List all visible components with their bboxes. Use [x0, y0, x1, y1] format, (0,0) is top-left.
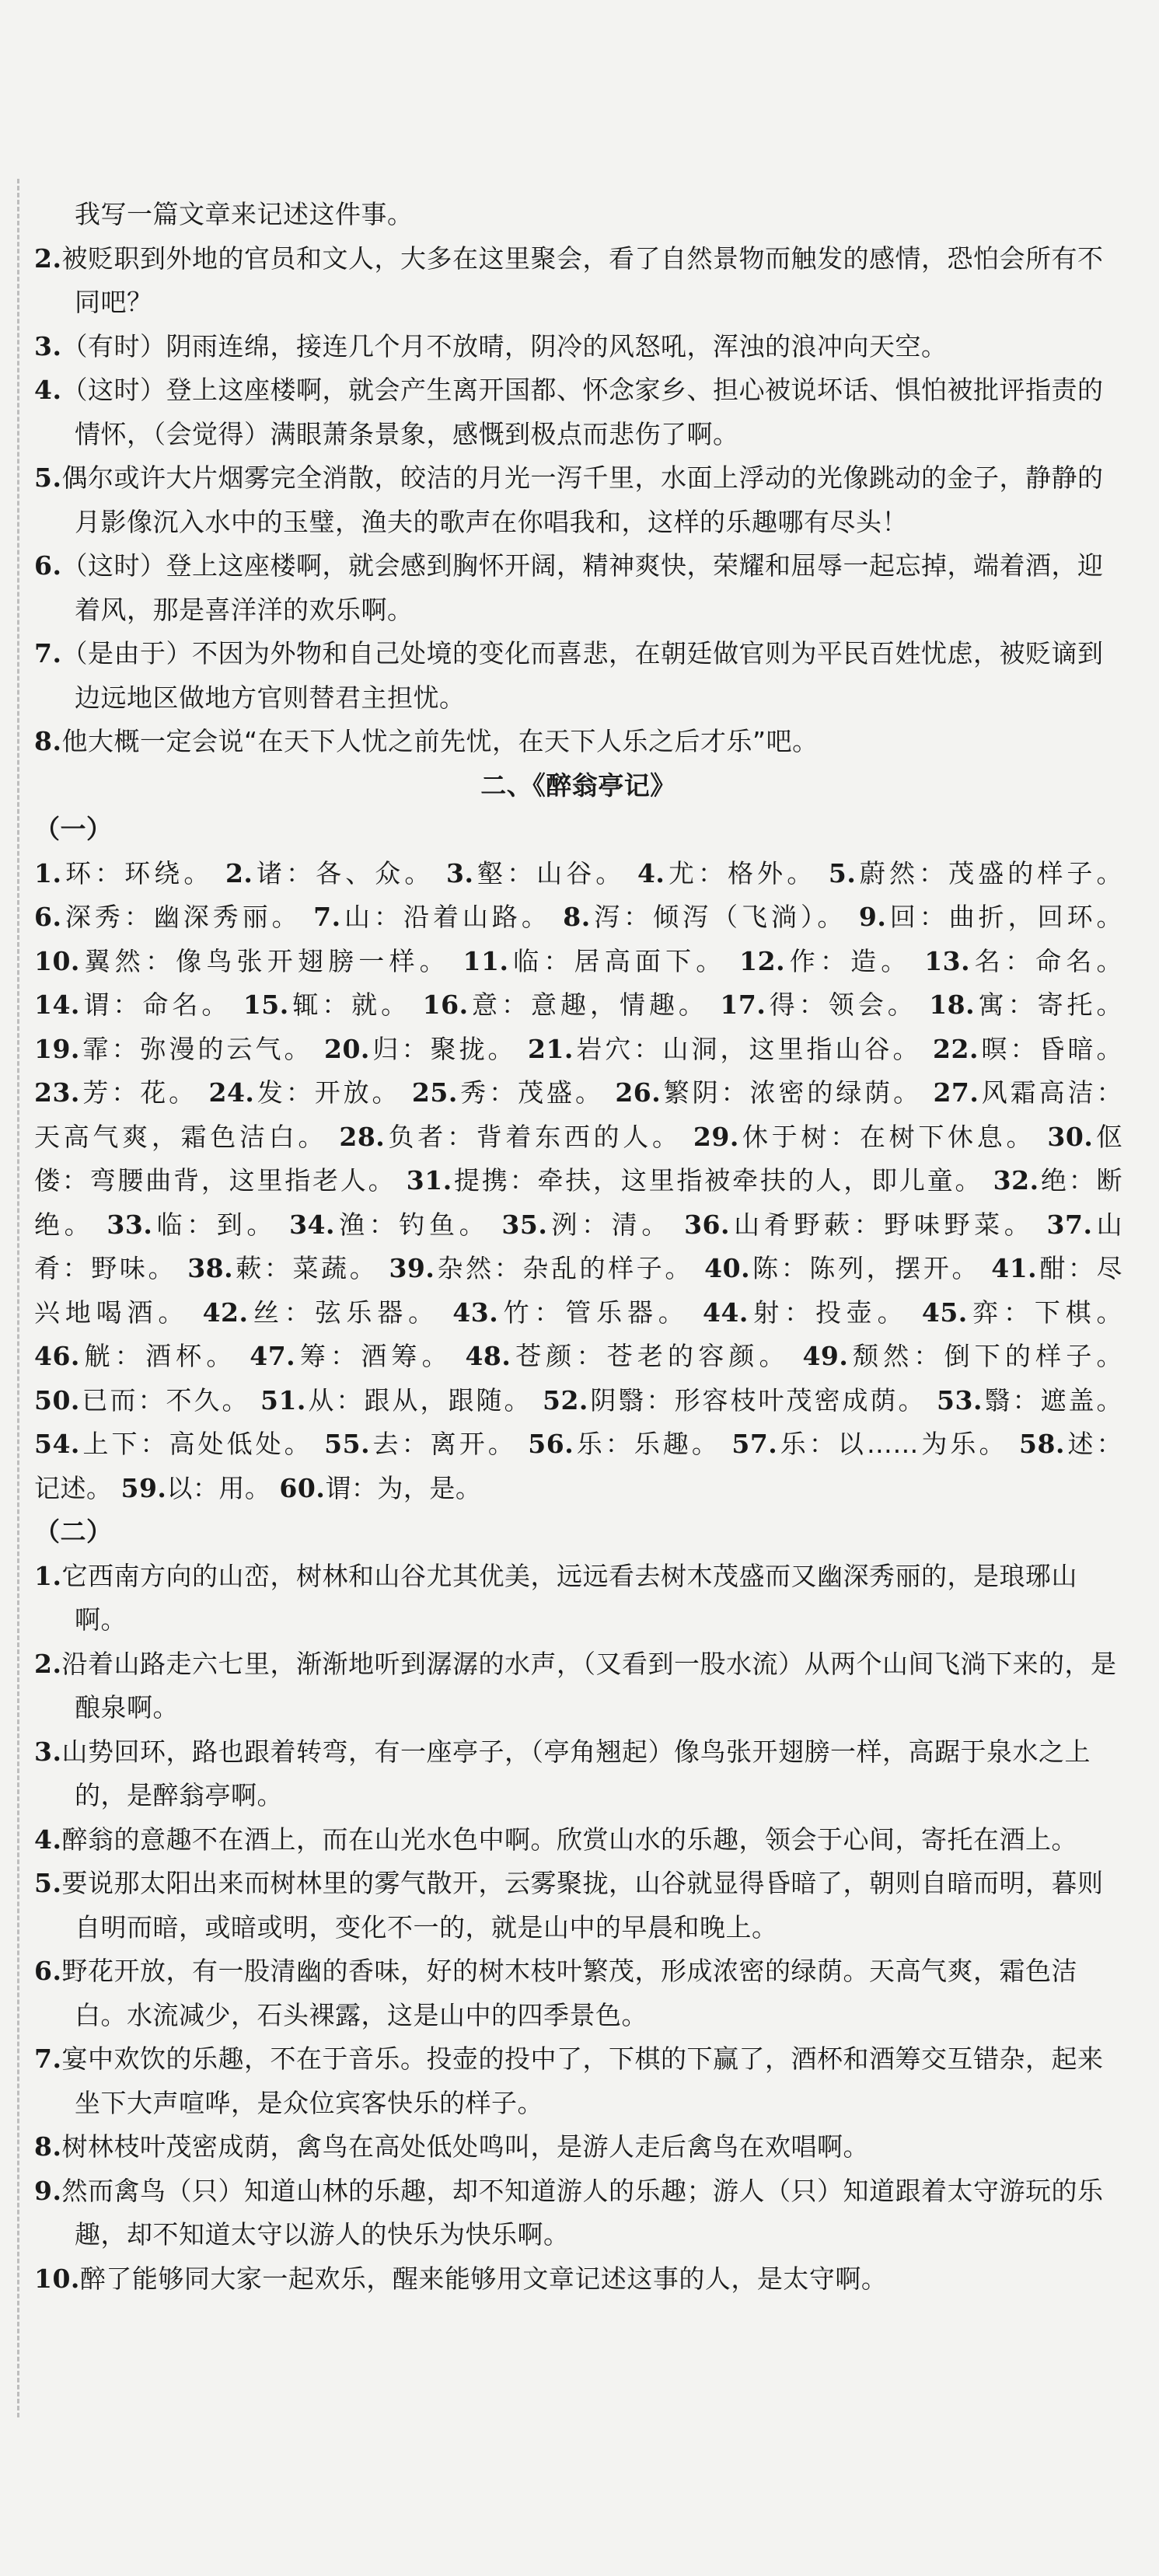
vocab-number: 6. [34, 902, 62, 932]
vocab-entry [563, 902, 847, 932]
vocab-text: 颓然：倒下的样子。 [848, 1341, 1123, 1371]
vocab-entry [34, 1297, 189, 1328]
vocab-entry [208, 1077, 400, 1108]
item-number: 4. [34, 1824, 62, 1855]
vocab-line [34, 1028, 1122, 1072]
item-text: （这时）登上这座楼啊，就会产生离开国都、怀念家乡、担心被说坏话、惧怕被批评指责的情怀，（会觉得）满眼萧条景象，感慨到极点而悲伤了啊。 [61, 375, 1104, 449]
vocab-text: 提携：牵扶，这里指被牵扶的人，即儿童。 [452, 1165, 983, 1196]
vocab-number: 19. [34, 1033, 80, 1064]
vocab-text: 从：跟从，跟随。 [305, 1384, 532, 1415]
translation-item [34, 1642, 1122, 1730]
translation-item [34, 1818, 1122, 1862]
vocab-entry [34, 1429, 313, 1459]
item-number: 7. [34, 2044, 62, 2074]
translation-item [34, 2169, 1122, 2257]
vocab-number: 33. [106, 1209, 153, 1240]
vocab-entry [1047, 1209, 1123, 1240]
item-number: 8. [34, 726, 62, 756]
vocab-text: 山肴野蔌：野味野菜。 [730, 1209, 1035, 1240]
vocab-text: 偻：弯腰曲背，这里指老人。 [34, 1165, 396, 1196]
vocab-text: 去：离开。 [370, 1429, 517, 1459]
vocab-entry [528, 1034, 922, 1064]
vocab-entry [34, 1341, 237, 1371]
vocab-number: 44. [703, 1297, 749, 1328]
vocab-number: 40. [704, 1253, 751, 1283]
vocab-number: 4. [637, 857, 665, 888]
vocab-entry [446, 858, 625, 888]
answer-item [34, 456, 1122, 544]
vocab-entry [423, 990, 708, 1020]
vocab-text: 风霜高洁： [979, 1077, 1123, 1108]
intro-line: 我写一篇文章来记述这件事。 [75, 199, 414, 229]
vocab-number: 16. [422, 990, 469, 1020]
vocab-text: 丝：弦乐器。 [248, 1297, 439, 1328]
answer-item [34, 544, 1122, 632]
item-text: 偶尔或许大片烟雾完全消散，皎洁的月光一泻千里，水面上浮动的光像跳动的金子，静静的月影像沉入水中的玉璧，渔夫的歌声在你唱我和，这样的乐趣哪有尽头！ [61, 462, 1104, 537]
vocab-entry [615, 1077, 922, 1108]
vocab-entry [260, 1385, 532, 1415]
vocab-text: 射：投壶。 [748, 1297, 909, 1328]
item-text: 野花开放，有一股清幽的香味，好的树木枝叶繁茂，形成浓密的绿荫。天高气爽，霜色洁白。水流减少，石头裸露，这是山中的四季景色。 [61, 1956, 1077, 2030]
vocab-line [34, 940, 1122, 984]
vocab-entry [279, 1473, 481, 1503]
vocab-number: 12. [739, 945, 786, 976]
vocab-text: 诸：各、众。 [253, 857, 435, 888]
item-text: 山势回环，路也跟着转弯，有一座亭子，（亭角翘起）像鸟张开翅膀一样，高踞于泉水之上的，是醉翁亭啊。 [61, 1736, 1091, 1810]
vocab-number: 47. [250, 1341, 296, 1371]
vocab-number: 50. [34, 1384, 80, 1415]
vocab-entry [34, 1253, 176, 1283]
item-text: 它西南方向的山峦，树林和山谷尤其优美，远远看去树木茂盛而又幽深秀丽的，是琅琊山啊。 [61, 1560, 1077, 1635]
vocab-text: 翼然：像鸟张开翅膀一样。 [79, 945, 450, 976]
vocab-text: 筹：酒筹。 [295, 1341, 452, 1371]
vocab-number: 42. [202, 1297, 249, 1328]
vocab-number: 14. [34, 990, 80, 1020]
vocab-entry [34, 1165, 396, 1196]
vocab-entry [1019, 1429, 1122, 1459]
vocab-text: 蔚然：茂盛的样子。 [856, 857, 1122, 888]
answer-item [34, 720, 1122, 764]
vocab-entry [993, 1165, 1122, 1196]
vocab-text: 谓：命名。 [79, 990, 232, 1020]
vocab-entry [693, 1122, 1035, 1152]
vocab-line [34, 1335, 1122, 1379]
vocab-number: 5. [828, 857, 857, 888]
item-number: 5. [34, 1868, 62, 1898]
vocab-number: 2. [225, 857, 253, 888]
item-number: 2. [34, 1648, 62, 1679]
vocab-number: 24. [208, 1077, 255, 1108]
vocab-number: 27. [933, 1077, 979, 1108]
vocab-entry [34, 902, 302, 932]
part1-answers [34, 237, 1122, 764]
vocab-text: 上下：高处低处。 [79, 1429, 313, 1459]
vocab-entry [463, 946, 727, 976]
vocab-number: 49. [802, 1341, 849, 1371]
vocab-number: 51. [260, 1384, 306, 1415]
vocab-number: 25. [411, 1077, 458, 1108]
vocab-entry [339, 1122, 681, 1152]
item-text: （这时）登上这座楼啊，就会感到胸怀开阔，精神爽快，荣耀和屈辱一起忘掉，端着酒，迎着风，那是喜洋洋的欢乐啊。 [61, 550, 1104, 625]
item-number: 2. [34, 243, 62, 274]
vocab-text: 暝：昏暗。 [978, 1033, 1122, 1064]
answer-content [34, 193, 1122, 2301]
vocab-number: 36. [684, 1209, 730, 1240]
vocab-text: 临：到。 [152, 1209, 277, 1240]
vocab-line [34, 1291, 1122, 1335]
vocab-entry [313, 902, 551, 932]
vocab-answers [34, 852, 1122, 1511]
vocab-text: 乐：以……为乐。 [777, 1429, 1008, 1459]
vocab-line [34, 1159, 1122, 1203]
vocab-text: 弈：下棋。 [967, 1297, 1123, 1328]
vocab-text: 壑：山谷。 [473, 857, 626, 888]
vocab-number: 55. [324, 1429, 371, 1459]
vocab-text: 寓：寄托。 [975, 990, 1123, 1020]
vocab-entry [34, 1385, 250, 1415]
vocab-number: 31. [406, 1165, 452, 1196]
vocab-text: 环：环绕。 [61, 857, 214, 888]
vocab-entry [829, 858, 1122, 888]
vocab-text: 竹：管乐器。 [498, 1297, 689, 1328]
vocab-number: 29. [693, 1121, 739, 1152]
vocab-number: 15. [243, 990, 289, 1020]
vocab-number: 54. [34, 1429, 80, 1459]
binding-dashed-rule [17, 179, 19, 2417]
vocab-entry [739, 946, 911, 976]
translation-item [34, 2125, 1122, 2169]
vocab-line [34, 1071, 1122, 1115]
vocab-number: 53. [937, 1384, 983, 1415]
item-text: 醉了能够同大家一起欢乐，醒来能够用文章记述这事的人，是太守啊。 [79, 2263, 888, 2294]
vocab-text: 意：意趣，情趣。 [468, 990, 708, 1020]
vocab-entry [637, 858, 816, 888]
item-number: 7. [34, 638, 62, 668]
section-title: 二、《醉翁亭记》 [480, 770, 676, 801]
vocab-text: 谓：为，是。 [325, 1472, 482, 1503]
vocab-entry [1047, 1122, 1122, 1152]
vocab-text: 伛 [1093, 1121, 1123, 1152]
item-number: 3. [34, 1736, 62, 1767]
vocab-entry [34, 1077, 197, 1108]
vocab-number: 56. [528, 1429, 574, 1459]
vocab-entry [225, 858, 434, 888]
vocab-number: 26. [615, 1077, 662, 1108]
item-number: 3. [34, 330, 62, 361]
vocab-number: 41. [991, 1253, 1038, 1283]
vocab-text: 记述。 [34, 1472, 113, 1503]
translation-item [34, 1730, 1122, 1818]
vocab-number: 37. [1046, 1209, 1093, 1240]
vocab-number: 34. [289, 1209, 335, 1240]
vocab-text: 名：命名。 [970, 945, 1123, 976]
vocab-text: 山：沿着山路。 [340, 902, 551, 932]
vocab-text: 归：聚拢。 [369, 1033, 517, 1064]
vocab-entry [543, 1385, 927, 1415]
vocab-text: 芳：花。 [79, 1077, 198, 1108]
item-text: 宴中欢饮的乐趣，不在于音乐。投壶的投中了，下棋的下赢了，酒杯和酒筹交互错杂，起来坐下大声喧哗，是众位宾客快乐的样子。 [61, 2044, 1104, 2118]
vocab-text: 觥：酒杯。 [79, 1341, 237, 1371]
vocab-entry [34, 946, 450, 976]
vocab-entry [250, 1341, 452, 1371]
vocab-line [34, 1379, 1122, 1423]
vocab-entry [501, 1209, 672, 1240]
vocab-entry [933, 1077, 1122, 1108]
vocab-entry [929, 990, 1122, 1020]
vocab-text: 酣：尽 [1037, 1253, 1123, 1283]
vocab-number: 10. [34, 945, 80, 976]
vocab-number: 1. [34, 857, 62, 888]
vocab-text: 渔：钓鱼。 [335, 1209, 490, 1240]
item-text: 醉翁的意趣不在酒上，而在山光水色中啊。欣赏山水的乐趣，领会于心间，寄托在酒上。 [61, 1824, 1077, 1855]
vocab-number: 13. [924, 945, 971, 976]
vocab-number: 48. [465, 1341, 511, 1371]
item-number: 5. [34, 462, 62, 493]
vocab-entry [187, 1253, 378, 1283]
vocab-entry [922, 1297, 1122, 1328]
vocab-entry [933, 1034, 1122, 1064]
vocab-text: 陈：陈列，摆开。 [750, 1253, 981, 1283]
vocab-text: 蔌：菜蔬。 [233, 1253, 379, 1283]
vocab-text: 临：居高面下。 [508, 945, 727, 976]
item-number: 6. [34, 550, 62, 581]
vocab-text: 洌：清。 [547, 1209, 672, 1240]
vocab-entry [289, 1209, 489, 1240]
vocab-number: 60. [279, 1472, 326, 1503]
vocab-text: 乐：乐趣。 [574, 1429, 721, 1459]
vocab-entry [121, 1473, 271, 1503]
item-text: 被贬职到外地的官员和文人，大多在这里聚会，看了自然景物而触发的感情，恐怕会所有不同吧？ [61, 243, 1104, 317]
vocab-entry [34, 1122, 327, 1152]
item-number: 10. [34, 2263, 80, 2294]
translation-item [34, 1555, 1122, 1642]
vocab-number: 43. [452, 1297, 499, 1328]
vocab-text: 岩穴：山洞，这里指山谷。 [573, 1033, 922, 1064]
vocab-entry [34, 990, 231, 1020]
vocab-line [34, 1203, 1122, 1248]
vocab-text: 山 [1092, 1209, 1123, 1240]
vocab-number: 11. [463, 945, 509, 976]
answer-item [34, 368, 1122, 456]
vocab-text: 绝。 [34, 1209, 95, 1240]
vocab-entry [859, 902, 1122, 932]
item-number: 6. [34, 1956, 62, 1986]
vocab-text: 尤：格外。 [665, 857, 817, 888]
item-text: （有时）阴雨连绵，接连几个月不放晴，阴冷的风怒吼，浑浊的浪冲向天空。 [61, 330, 948, 361]
vocab-entry [324, 1034, 516, 1064]
vocab-entry [465, 1341, 789, 1371]
vocab-number: 38. [187, 1253, 234, 1283]
answer-item [34, 325, 1122, 369]
item-number: 4. [34, 375, 62, 405]
item-number: 1. [34, 1560, 62, 1591]
vocab-entry [720, 990, 916, 1020]
item-text: 要说那太阳出来而树林里的雾气散开，云雾聚拢，山谷就显得昏暗了，朝则自暗而明，暮则自明而暗，或暗或明，变化不一的，就是山中的早晨和晚上。 [61, 1868, 1104, 1942]
vocab-entry [243, 990, 410, 1020]
vocab-number: 39. [389, 1253, 435, 1283]
vocab-line [34, 983, 1122, 1028]
vocab-text: 天高气爽，霜色洁白。 [34, 1121, 328, 1152]
vocab-number: 22. [933, 1033, 979, 1064]
translation-item [34, 2037, 1122, 2125]
vocab-entry [452, 1297, 689, 1328]
vocab-entry [991, 1253, 1122, 1283]
vocab-entry [34, 1473, 113, 1503]
vocab-text: 肴：野味。 [34, 1253, 177, 1283]
answer-item [34, 237, 1122, 325]
item-text: 树林枝叶茂密成荫，禽鸟在高处低处鸣叫，是游人走后禽鸟在欢唱啊。 [61, 2131, 869, 2162]
item-text: （是由于）不因为外物和自己处境的变化而喜悲，在朝廷做官则为平民百姓忧虑，被贬谪到边远地区做地方官则替君主担忧。 [61, 638, 1104, 713]
vocab-line [34, 852, 1122, 896]
vocab-number: 9. [858, 902, 887, 932]
vocab-text: 绝：断 [1039, 1165, 1122, 1196]
vocab-number: 18. [929, 990, 976, 1020]
vocab-entry [731, 1429, 1007, 1459]
vocab-text: 辄：就。 [288, 990, 411, 1020]
sub-heading-1: （一） [34, 814, 113, 844]
vocab-text: 已而：不久。 [79, 1384, 250, 1415]
vocab-text: 发：开放。 [254, 1077, 401, 1108]
vocab-number: 32. [993, 1165, 1039, 1196]
vocab-number: 57. [731, 1429, 778, 1459]
item-text: 他大概一定会说“在天下人忧之前先忧，在天下人乐之后才乐”吧。 [61, 726, 819, 756]
vocab-text: 述： [1064, 1429, 1122, 1459]
vocab-number: 3. [445, 857, 474, 888]
vocab-number: 17. [720, 990, 766, 1020]
vocab-number: 52. [542, 1384, 588, 1415]
vocab-number: 35. [501, 1209, 548, 1240]
item-text: 沿着山路走六七里，渐渐地听到潺潺的水声，（又看到一股水流）从两个山间飞淌下来的，是酿泉啊。 [61, 1648, 1117, 1723]
item-number: 8. [34, 2131, 62, 2162]
vocab-line [34, 1467, 1122, 1511]
vocab-number: 8. [563, 902, 591, 932]
vocab-entry [407, 1165, 983, 1196]
vocab-text: 作：造。 [785, 945, 912, 976]
answer-item [34, 632, 1122, 720]
vocab-text: 深秀：幽深秀丽。 [61, 902, 302, 932]
vocab-entry [412, 1077, 604, 1108]
vocab-text: 回：曲折，回环。 [886, 902, 1123, 932]
vocab-line [34, 1247, 1122, 1291]
sub-heading-2: （二） [34, 1517, 113, 1547]
vocab-entry [34, 1209, 94, 1240]
vocab-entry [937, 1385, 1122, 1415]
vocab-text: 翳：遮盖。 [982, 1384, 1122, 1415]
translation-item [34, 1862, 1122, 1949]
vocab-entry [203, 1297, 439, 1328]
vocab-entry [106, 1209, 277, 1240]
vocab-number: 46. [34, 1341, 80, 1371]
vocab-entry [802, 1341, 1122, 1371]
vocab-entry [528, 1429, 721, 1459]
vocab-text: 杂然：杂乱的样子。 [435, 1253, 694, 1283]
vocab-number: 45. [921, 1297, 968, 1328]
item-text: 然而禽鸟（只）知道山林的乐趣，却不知道游人的乐趣；游人（只）知道跟着太守游玩的乐趣，却不知道太守以游人的快乐为快乐啊。 [61, 2175, 1104, 2250]
vocab-entry [924, 946, 1122, 976]
vocab-text: 负者：背着东西的人。 [385, 1121, 682, 1152]
vocab-text: 兴地喝酒。 [34, 1297, 190, 1328]
translation-item [34, 1949, 1122, 2037]
vocab-number: 30. [1047, 1121, 1094, 1152]
vocab-number: 28. [339, 1121, 386, 1152]
vocab-number: 21. [527, 1033, 574, 1064]
vocab-text: 霏：弥漫的云气。 [79, 1033, 313, 1064]
vocab-number: 7. [313, 902, 341, 932]
vocab-text: 泻：倾泻（飞淌）。 [590, 902, 847, 932]
vocab-text: 阴翳：形容枝叶茂密成荫。 [588, 1384, 927, 1415]
item-number: 9. [34, 2175, 62, 2206]
vocab-line [34, 1115, 1122, 1160]
vocab-line [34, 895, 1122, 940]
vocab-entry [703, 1297, 909, 1328]
vocab-text: 苍颜：苍老的容颜。 [511, 1341, 790, 1371]
translation-item [34, 2257, 1122, 2302]
vocab-number: 59. [120, 1472, 167, 1503]
vocab-entry [34, 1034, 313, 1064]
vocab-text: 以：用。 [166, 1472, 271, 1503]
vocab-line [34, 1422, 1122, 1467]
vocab-number: 23. [34, 1077, 80, 1108]
vocab-number: 20. [324, 1033, 370, 1064]
vocab-entry [389, 1253, 693, 1283]
vocab-text: 休于树：在树下休息。 [738, 1121, 1036, 1152]
vocab-entry [684, 1209, 1034, 1240]
vocab-number: 58. [1019, 1429, 1065, 1459]
vocab-entry [34, 858, 213, 888]
part2-answers [34, 1555, 1122, 2302]
vocab-text: 繁阴：浓密的绿荫。 [661, 1077, 923, 1108]
vocab-text: 秀：茂盛。 [457, 1077, 604, 1108]
vocab-text: 得：领会。 [766, 990, 917, 1020]
vocab-entry [704, 1253, 980, 1283]
vocab-entry [324, 1429, 517, 1459]
